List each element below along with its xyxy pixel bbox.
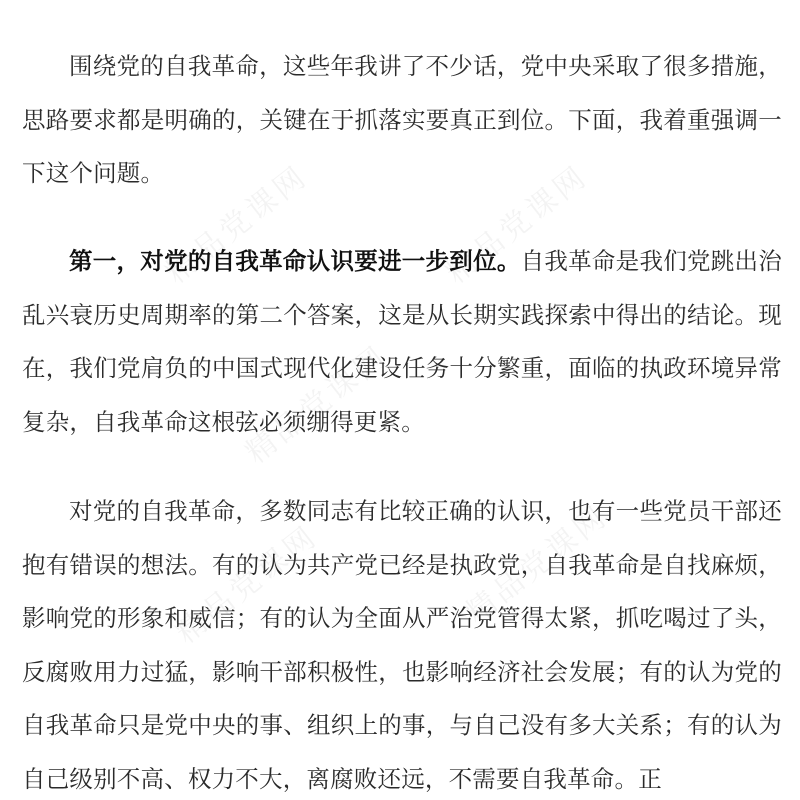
paragraph-lead-heading: 第一，对党的自我革命认识要进一步到位。 xyxy=(69,247,521,275)
paragraph-intro: 围绕党的自我革命，这些年我讲了不少话，党中央采取了很多措施，思路要求都是明确的，关键在于抓落实要真正到位。下面，我着重强调一下这个问题。 xyxy=(22,52,782,187)
paragraph-first-point xyxy=(22,235,782,449)
paragraph-body: 自我革命是我们党跳出治乱兴衰历史周期率的第二个答案，这是从长期实践探索中得出的结论。现在，我们党肩负的中国式现代化建设任务十分繁重，面临的执政环境异常复杂，自我革命这根弦必须绷得更紧。 xyxy=(22,247,782,436)
paragraph-misconceptions: 对党的自我革命，多数同志有比较正确的认识，也有一些党员干部还抱有错误的想法。有的认为共产党已经是执政党，自我革命是自找麻烦，影响党的形象和威信；有的认为全面从严治党管得太紧，抓吃喝过了头，反腐败用力过猛，影响干部积极性，也影响经济社会发展；有的认为党的自我革命只是党中央的事、组织上的事，与自己没有多大关系；有的认为自己级别不高、权力不大，离腐败还远，不需要自我革命。正 xyxy=(22,497,782,793)
